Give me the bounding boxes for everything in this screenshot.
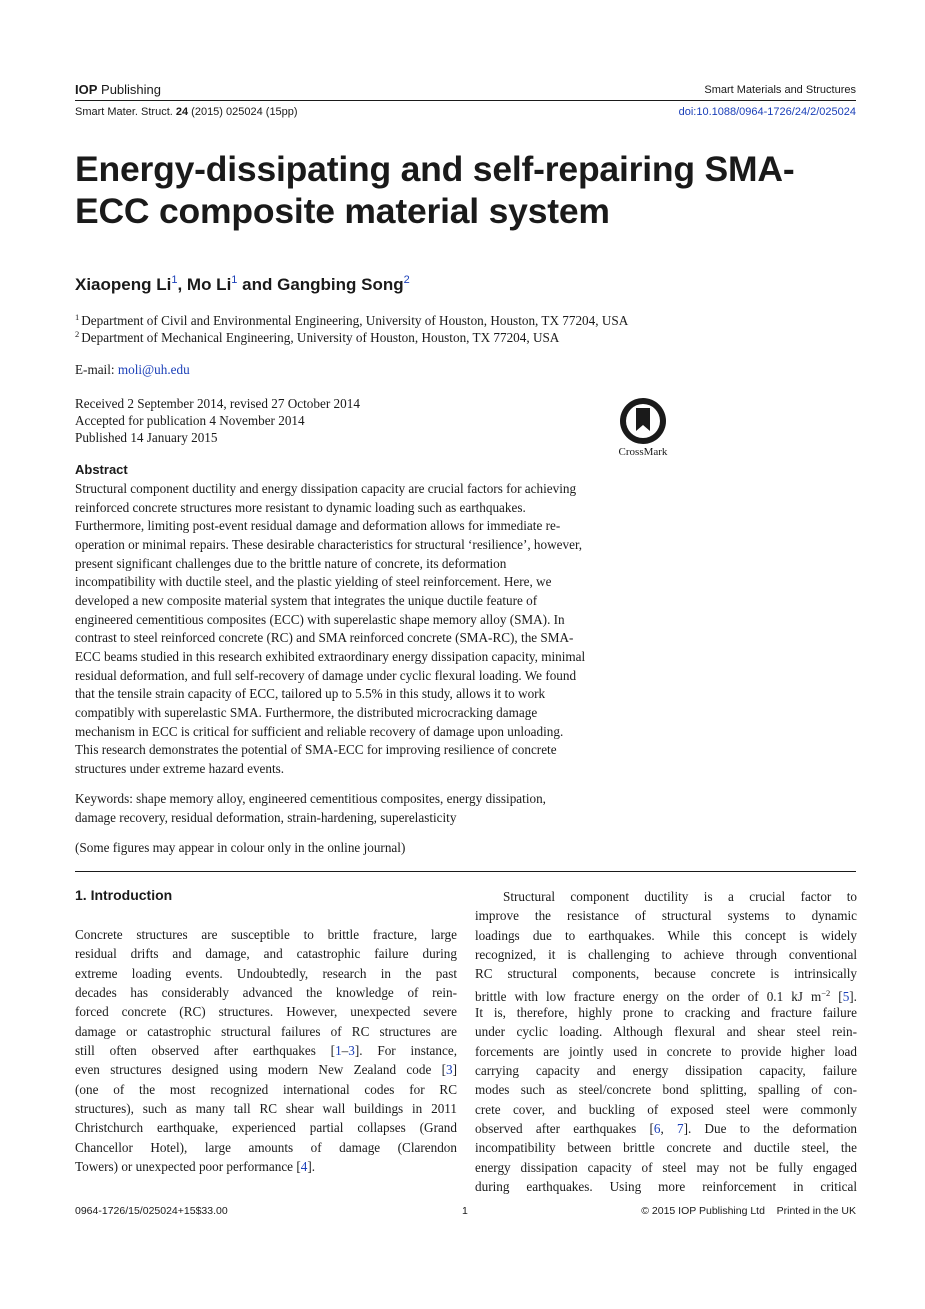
body-line	[75, 1060, 457, 1079]
body-line: Structural component ductility is a crucial factor to	[503, 889, 857, 904]
publication-dates	[75, 395, 360, 446]
citation-prefix: Smart Mater. Struct.	[75, 106, 176, 118]
body-line: extreme loading events. Undoubtedly, research in the past	[75, 965, 457, 981]
superscript: −2	[821, 987, 831, 998]
abstract-line: engineered cementitious composites (ECC) with superelastic shape memory alloy (SMA). In	[75, 611, 565, 627]
keywords	[75, 790, 546, 827]
affiliation	[75, 312, 628, 329]
accepted-date: Accepted for publication 4 November 2014	[75, 413, 305, 428]
body-line: decades has considerably advanced the knowledge of rein-	[75, 985, 457, 1001]
doi-link[interactable]: doi:10.1088/0964-1726/24/2/025024	[678, 106, 856, 118]
affiliation	[75, 329, 559, 346]
body-line: Christchurch earthquake, experienced partial collapses (Grand	[75, 1120, 457, 1136]
body-line: Concrete structures are susceptible to brittle fracture, large	[75, 927, 457, 942]
abstract-line: contrast to steel reinforced concrete (RC) and SMA reinforced concrete (SMA-RC), the SMA-	[75, 630, 574, 646]
body-line: carrying capacity and energy dissipation capacity, failure	[475, 1063, 857, 1079]
abstract-line: This research demonstrates the potential of SMA-ECC for improving resilience of concrete	[75, 742, 557, 758]
body-line: loadings due to earthquakes. While this concept is widely	[475, 927, 857, 943]
body-text: ]. Due to the deformation	[683, 1121, 858, 1137]
affiliation-ref[interactable]: 2	[403, 274, 410, 286]
body-text: ]	[452, 1062, 457, 1078]
citation-ref[interactable]: 4	[300, 1159, 308, 1175]
body-text: –	[341, 1043, 349, 1059]
affiliation-number: 2	[75, 329, 80, 339]
header-rule	[75, 100, 856, 101]
body-rule	[75, 871, 856, 872]
body-text: ]. For instance,	[354, 1043, 457, 1059]
body-line: modes such as steel/concrete bond splitting, spalling of con-	[475, 1082, 857, 1098]
body-line: during earthquakes. Using more reinforcement in critical	[475, 1179, 857, 1195]
abstract-heading: Abstract	[75, 462, 128, 477]
body-line: forced concrete (RC) structures. However, unexpected severe	[75, 1004, 457, 1020]
citation-ref[interactable]: 1	[335, 1043, 342, 1059]
body-line: (one of the most recognized international codes for RC	[75, 1081, 457, 1097]
received-date: Received 2 September 2014, revised 27 October 2014	[75, 396, 360, 411]
body-text: ].	[849, 988, 857, 1004]
body-text: still often observed after earthquakes [	[75, 1043, 336, 1059]
author-list	[75, 274, 410, 295]
title-line: Energy-dissipating and self-repairing SMA-	[75, 149, 795, 189]
affiliation-text: Department of Civil and Environmental Engineering, University of Houston, Houston, TX 77204, USA	[81, 313, 629, 328]
abstract-line: Furthermore, limiting post-event residual damage and deformation allows for immediate re-	[75, 518, 561, 534]
body-text: brittle with low fracture energy on the order of 0.1 kJ m	[475, 988, 822, 1004]
body-text: Towers) or unexpected poor performance [	[75, 1159, 301, 1175]
body-line: incompatibility between brittle concrete and ductile steel, the	[475, 1140, 857, 1156]
body-line	[475, 1119, 857, 1138]
body-line	[75, 1157, 457, 1176]
abstract-line: present significant challenges due to the brittle nature of concrete, its deformation	[75, 555, 507, 571]
abstract-line: compatibly with superelastic SMA. Furthermore, the distributed microcracking damage	[75, 704, 538, 720]
body-line	[75, 1041, 457, 1060]
crossmark-label: CrossMark	[618, 446, 668, 458]
body-line: improve the resistance of structural systems to dynamic	[475, 908, 857, 924]
abstract-body	[75, 480, 675, 779]
keywords-line: damage recovery, residual deformation, strain-hardening, superelasticity	[75, 809, 457, 825]
body-line: crete cover, and buckling of exposed steel were commonly	[475, 1101, 857, 1117]
body-line: energy dissipation capacity of steel may not be fully engaged	[475, 1159, 857, 1175]
body-line: residual drifts and damage, and catastrophic failure during	[75, 946, 457, 962]
abstract-line: structures under extreme hazard events.	[75, 760, 285, 776]
abstract-line: developed a new composite material system that integrates the unique ductile feature of	[75, 592, 538, 608]
citation-volume: 24	[175, 106, 189, 118]
citation-suffix: (2015) 025024 (15pp)	[188, 106, 298, 118]
affiliation-text: Department of Mechanical Engineering, University of Houston, Houston, TX 77204, USA	[81, 330, 560, 345]
author-name: Xiaopeng Li	[75, 275, 172, 294]
journal-name: Smart Materials and Structures	[704, 84, 856, 96]
abstract-line: mechanism in ECC is critical for sufficient and reliable recovery of damage upon unloading.	[75, 723, 564, 739]
footer-copyright: © 2015 IOP Publishing Ltd Printed in the UK	[641, 1205, 856, 1217]
body-line: forcements are jointly used in concrete to provide higher load	[475, 1043, 857, 1059]
abstract-line: reinforced concrete structures more resistant to dynamic loading such as earthquakes.	[75, 499, 526, 515]
intro-right-column	[475, 887, 857, 1197]
publisher-bold: IOP	[75, 82, 98, 97]
paper-title	[75, 148, 865, 232]
abstract-line: ECC beams studied in this research exhibited extraordinary energy dissipation capacity, minimal	[75, 648, 586, 664]
email-line	[75, 362, 190, 378]
crossmark-icon	[619, 397, 667, 445]
intro-left-column	[75, 925, 457, 1176]
body-line: It is, therefore, highly prone to cracking and fracture failure	[475, 1005, 857, 1021]
body-line: structures), such as many tall RC shear wall buildings in 2011	[75, 1101, 457, 1117]
abstract-line: operation or minimal repairs. These desirable characteristics for structural ‘resilience’, however,	[75, 536, 583, 552]
title-line: ECC composite material system	[75, 191, 610, 231]
published-date: Published 14 January 2015	[75, 430, 218, 445]
body-line: Chancellor Hotel), large amounts of damage (Clarendon	[75, 1139, 457, 1155]
email-label: E-mail:	[75, 362, 118, 377]
footer-issn: 0964-1726/15/025024+15$33.00	[75, 1205, 228, 1217]
body-text: ,	[660, 1121, 677, 1137]
citation-ref[interactable]: 5	[842, 988, 850, 1004]
abstract-line: incompatibility with ductile steel, and the plastic yielding of steel reinforcement. Here, we	[75, 574, 552, 590]
body-line: RC structural components, because concrete is intrinsically	[475, 966, 857, 982]
body-line: recognized, it is challenging to achieve through conventional	[475, 947, 857, 963]
publisher-rest: Publishing	[97, 82, 162, 97]
body-line: under cyclic loading. Although flexural and shear steel rein-	[475, 1024, 857, 1040]
citation-ref[interactable]: 6	[653, 1121, 661, 1137]
body-text: observed after earthquakes [	[475, 1121, 654, 1137]
crossmark-badge[interactable]	[611, 397, 675, 458]
body-line	[475, 984, 857, 1003]
abstract-line: residual deformation, and full self-recovery of damage under cyclic flexural loading. We found	[75, 667, 577, 683]
citation-ref[interactable]: 3	[348, 1043, 355, 1059]
keywords-line: Keywords: shape memory alloy, engineered cementitious composites, energy dissipation,	[75, 791, 546, 806]
citation-ref[interactable]: 3	[446, 1062, 453, 1078]
email-link[interactable]: moli@uh.edu	[117, 362, 190, 377]
section-heading: 1. Introduction	[75, 887, 173, 903]
body-line: damage or catastrophic structural failures of RC structures are	[75, 1023, 457, 1039]
citation-ref[interactable]: 7	[676, 1121, 684, 1137]
page-number: 1	[462, 1205, 468, 1217]
abstract-line: that the tensile strain capacity of ECC, tailored up to 5.5% in this study, allows it to work	[75, 686, 546, 702]
author-name: , Mo Li	[177, 275, 232, 294]
citation	[75, 106, 298, 118]
affiliation-ref[interactable]: 1	[231, 274, 238, 286]
colour-note: (Some figures may appear in colour only in the online journal)	[75, 840, 406, 855]
publisher-logo	[75, 82, 161, 97]
author-name: and Gangbing Song	[237, 275, 404, 294]
affiliation-number: 1	[75, 312, 80, 322]
body-text: ].	[307, 1159, 316, 1175]
affiliation-ref[interactable]: 1	[171, 274, 178, 286]
body-text: even structures designed using modern New Zealand code [	[75, 1062, 446, 1078]
abstract-line: Structural component ductility and energy dissipation capacity are crucial factors for achieving	[75, 481, 577, 496]
body-text: [	[830, 988, 843, 1004]
